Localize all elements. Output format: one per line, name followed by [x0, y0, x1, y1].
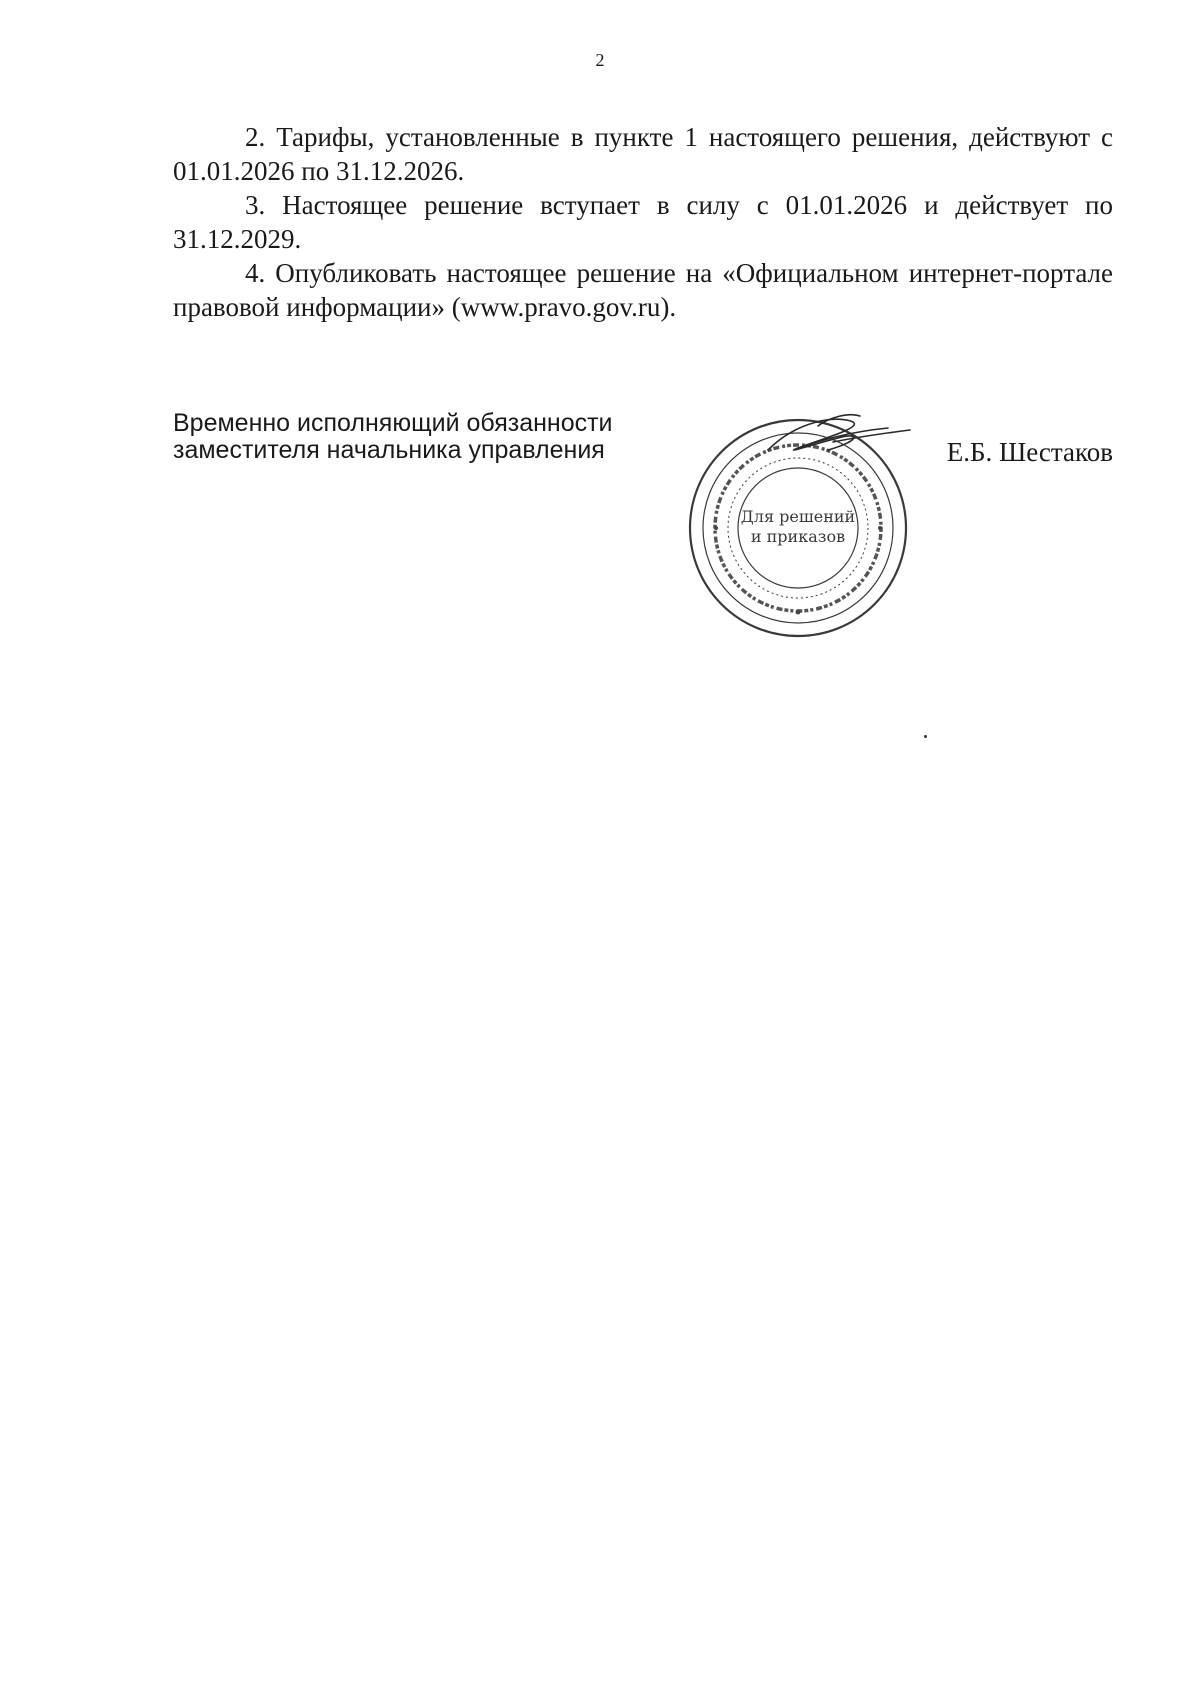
official-seal-icon [648, 410, 948, 640]
signer-title [173, 410, 613, 464]
signer-name: Е.Б. Шестаков [946, 437, 1113, 467]
seal-center-line-2: и приказов [750, 527, 846, 546]
signer-title-line-2: заместителя начальника управления [173, 436, 605, 464]
signature-block [173, 410, 1113, 650]
scan-speck [924, 735, 927, 738]
paragraph-effective-date: 3. Настоящее решение вступает в силу с 01.01.2026 и действует по 31.12.2029. [173, 190, 1113, 254]
page-number: 2 [595, 50, 605, 70]
paragraph-tariff-period: 2. Тарифы, установленные в пункте 1 настоящего решения, действуют с 01.01.2026 по 31.12.2026. [173, 122, 1113, 186]
paragraph-publication: 4. Опубликовать настоящее решение на «Официальном интернет-портале правовой информации» (www.pravo.gov.ru). [173, 258, 1113, 322]
document-body [173, 120, 1113, 324]
signer-title-line-1: Временно исполняющий обязанности [173, 409, 613, 437]
seal-center-line-1: Для решений [740, 507, 856, 526]
